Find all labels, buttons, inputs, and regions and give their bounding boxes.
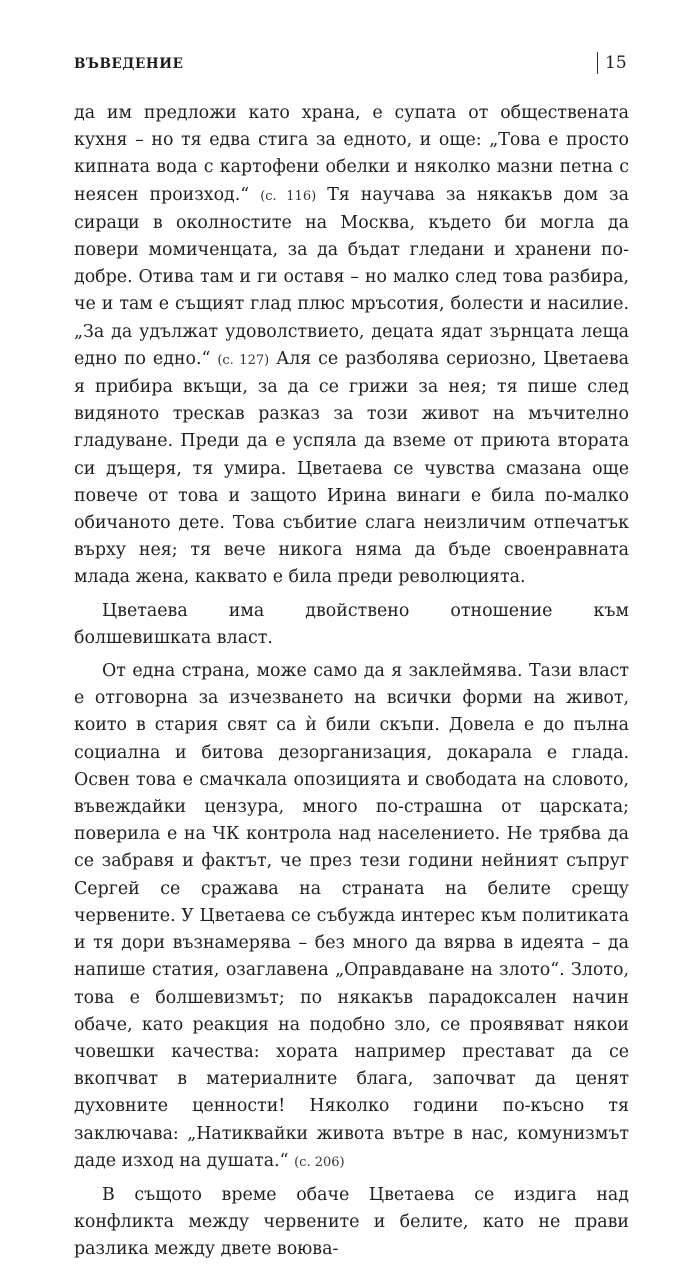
paragraph-text: Аля се разболява сериозно, Цветаева я прибира вкъщи, за да се грижи за нея; тя пише след видяното трескав разказ за този живот на мъчително гладуване. Преди да е успяла да вземе от приюта втората си дъщеря, тя умира. Цветаева се чувства смазана още повече от това и защото Ирина винаги е била по-малко обичаното дете. Това събитие слага неизличим отпечатък върху нея; тя вече никога няма да бъде своенравната млада жена, каквато е била преди революцията. (74, 348, 629, 588)
paragraph-text: От една страна, може само да я заклеймява. Тази власт е отговорна за изчезването на всички форми на живот, които в стария свят са ѝ били скъпи. Довела е до пълна социална и битова дезорганизация, докарала е глада. Освен това е смачкала опозицията и свободата на словото, въвеждайки цензура, много по-страшна от царската; поверила е на ЧК контрола над населението. Не трябва да се забравя и фактът, че през тези години нейният съпруг Сергей се сражава на страната на белите срещу червените. У Цветаева се събужда интерес към политиката и тя дори възнамерява – без много да вярва в идеята – да напише статия, озаглавена „Оправдаване на злото“. Злото, това е болшевизмът; по някакъв парадоксален начин обаче, като реакция на подобно зло, се проявяват някои човешки качества: хората например престават да се вкопчват в материалните блага, започват да ценят духовните ценности! Няколко години по-късно тя заключава: „Натиквайки живота вътре в нас, комунизмът даде изход на душата.“ (74, 661, 629, 1171)
page-number-value: 15 (605, 53, 627, 73)
page-citation: (с. 206) (294, 1154, 345, 1170)
page-citation: (с. 127) (217, 352, 270, 368)
page-number (597, 52, 627, 74)
paragraph (74, 658, 629, 1176)
paragraph-text: Тя научава за някакъв дом за сираци в околностите на Москва, където би могла да повери момиченцата, за да бъдат гледани и хранени по-добре. Отива там и ги оставя – но малко след това разбира, че и там е същият глад плюс мръсотия, болести и насилие. „За да удължат удоволствието, децата ядат зърнцата леща едно по едно.“ (74, 184, 629, 369)
paragraph (74, 598, 629, 652)
paragraph (74, 100, 629, 592)
paragraph (74, 1182, 629, 1264)
page-citation: (с. 116) (260, 188, 317, 204)
paragraph-text: Цветаева има двойствено отношение към болшевишката власт. (74, 600, 629, 648)
body-text (74, 100, 629, 1264)
paragraph-text: да им предложи като храна, е супата от обществената кухня – но тя едва стига за едното, и още: „Това е просто кипната вода с картофени обелки и няколко мазни петна с неясен произход.“ (74, 103, 629, 205)
running-head: ВЪВЕДЕНИЕ (74, 56, 184, 72)
paragraph-text: В същото време обаче Цветаева се издига над конфликта между червените и белите, като не прави разлика между двете воюва- (74, 1184, 629, 1260)
folio-divider (597, 52, 598, 74)
